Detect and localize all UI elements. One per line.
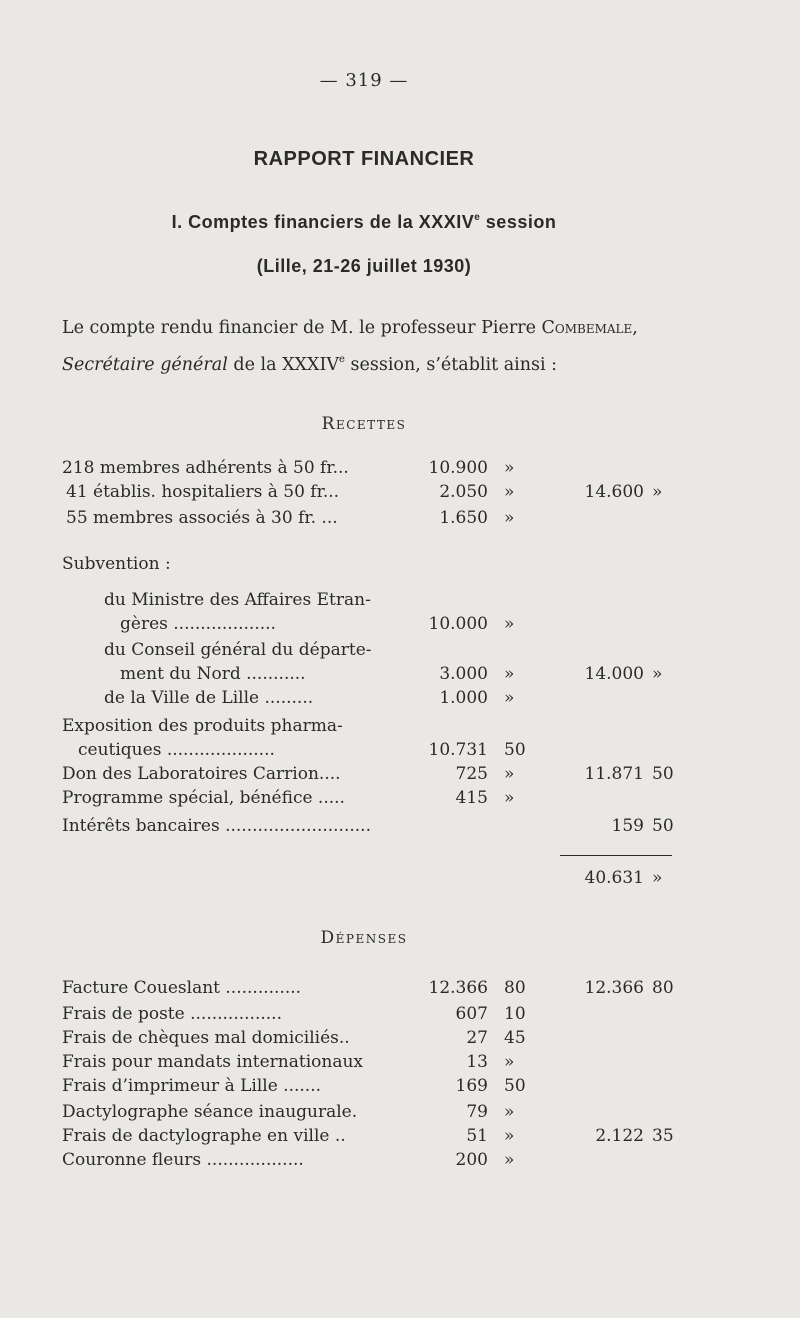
intro-sup: e	[339, 354, 345, 365]
row-amount-1: 10.000	[428, 614, 488, 634]
row-amount-1: 1.000	[439, 688, 488, 708]
table-row	[0, 1126, 800, 1150]
intro-name: Combemale	[541, 318, 633, 338]
row-label: Facture Coueslant ..............	[62, 978, 302, 998]
report-title: RAPPORT FINANCIER	[253, 148, 475, 170]
table-row	[0, 554, 800, 578]
row-amount-1: 79	[466, 1102, 488, 1122]
table-row	[0, 614, 800, 638]
row-cents-1: 45	[504, 1028, 526, 1048]
row-label: Don des Laboratoires Carrion....	[62, 764, 341, 784]
row-cents-1: »	[504, 614, 515, 634]
total-rule	[560, 855, 672, 856]
intro-part3: de la XXXIV	[227, 355, 340, 375]
table-row	[0, 1004, 800, 1028]
row-label: du Ministre des Affaires Etran-	[104, 590, 371, 610]
row-cents-1: »	[504, 458, 515, 478]
row-amount-1: 169	[455, 1076, 488, 1096]
row-cents-1: »	[504, 482, 515, 502]
table-row	[0, 978, 800, 1002]
session-location-date: (Lille, 21-26 juillet 1930)	[256, 256, 472, 276]
row-label: Intérêts bancaires ...........................	[62, 816, 371, 836]
row-cents-2: 35	[652, 1126, 674, 1146]
row-cents-2: »	[652, 482, 663, 502]
section-heading	[0, 212, 728, 233]
row-amount-1: 12.366	[428, 978, 488, 998]
row-label: Frais pour mandats internationaux	[62, 1052, 364, 1072]
intro-role: Secrétaire général	[62, 355, 228, 375]
table-row	[0, 1052, 800, 1076]
intro-paragraph	[62, 312, 682, 381]
table-row	[0, 664, 800, 688]
intro-part1: Le compte rendu financier de M. le professeur Pierre	[62, 318, 542, 338]
intro-part4: session, s’établit ainsi :	[344, 355, 558, 375]
row-label: Frais d’imprimeur à Lille .......	[62, 1076, 322, 1096]
row-label: ceutiques ....................	[78, 740, 275, 760]
table-row	[0, 1102, 800, 1126]
row-label: 218 membres adhérents à 50 fr...	[62, 458, 349, 478]
row-amount-1: 3.000	[439, 664, 488, 684]
table-row	[0, 1028, 800, 1052]
row-amount-2: 2.122	[595, 1126, 644, 1146]
recettes-total-row	[0, 868, 800, 892]
row-cents-1: 80	[504, 978, 526, 998]
table-row	[0, 688, 800, 712]
row-label: Couronne fleurs ..................	[62, 1150, 304, 1170]
row-amount-1: 415	[455, 788, 488, 808]
row-amount-1: 725	[455, 764, 488, 784]
table-row	[0, 508, 800, 532]
section-heading-text: I. Comptes financiers de la XXXIV	[171, 212, 475, 232]
recettes-total-cents: »	[652, 868, 663, 888]
table-row	[0, 482, 800, 506]
row-label: 41 établis. hospitaliers à 50 fr...	[66, 482, 340, 502]
row-label: gères ...................	[120, 614, 276, 634]
row-label: Frais de poste .................	[62, 1004, 282, 1024]
row-cents-2: 50	[652, 764, 674, 784]
row-cents-1: »	[504, 1150, 515, 1170]
row-amount-2: 159	[611, 816, 644, 836]
row-label: de la Ville de Lille .........	[104, 688, 314, 708]
row-amount-1: 13	[466, 1052, 488, 1072]
depenses-heading: Dépenses	[320, 928, 408, 948]
row-label: Programme spécial, bénéfice .....	[62, 788, 345, 808]
table-row	[0, 640, 800, 664]
row-label: Subvention :	[62, 554, 171, 574]
row-amount-1: 27	[466, 1028, 488, 1048]
row-amount-2: 14.000	[584, 664, 644, 684]
row-cents-1: »	[504, 764, 515, 784]
row-label: Exposition des produits pharma-	[62, 716, 343, 736]
intro-part2: ,	[632, 318, 638, 338]
row-cents-1: »	[504, 1052, 515, 1072]
row-label: ment du Nord ...........	[120, 664, 306, 684]
recettes-heading: Recettes	[321, 414, 407, 434]
row-amount-2: 11.871	[584, 764, 644, 784]
row-amount-1: 2.050	[439, 482, 488, 502]
row-cents-1: 10	[504, 1004, 526, 1024]
row-cents-2: 50	[652, 816, 674, 836]
row-amount-2: 14.600	[584, 482, 644, 502]
table-row	[0, 740, 800, 764]
row-cents-1: »	[504, 508, 515, 528]
table-row	[0, 1076, 800, 1100]
row-cents-1: »	[504, 664, 515, 684]
row-cents-1: 50	[504, 1076, 526, 1096]
table-row	[0, 590, 800, 614]
row-label: Frais de dactylographe en ville ..	[62, 1126, 346, 1146]
row-cents-1: »	[504, 1102, 515, 1122]
row-amount-1: 51	[466, 1126, 488, 1146]
table-row	[0, 816, 800, 840]
row-cents-1: »	[504, 1126, 515, 1146]
table-row	[0, 764, 800, 788]
row-label: du Conseil général du départe-	[104, 640, 372, 660]
row-amount-1: 607	[455, 1004, 488, 1024]
row-amount-1: 200	[455, 1150, 488, 1170]
row-cents-2: »	[652, 664, 663, 684]
section-heading-end: session	[480, 212, 557, 232]
table-row	[0, 716, 800, 740]
row-cents-1: »	[504, 688, 515, 708]
row-amount-1: 10.731	[428, 740, 488, 760]
row-cents-1: 50	[504, 740, 526, 760]
row-amount-1: 10.900	[428, 458, 488, 478]
row-amount-2: 12.366	[584, 978, 644, 998]
table-row	[0, 458, 800, 482]
table-row	[0, 1150, 800, 1174]
row-label: 55 membres associés à 30 fr. ...	[66, 508, 338, 528]
row-label: Frais de chèques mal domiciliés..	[62, 1028, 350, 1048]
section-heading-sup: e	[474, 212, 481, 223]
table-row	[0, 788, 800, 812]
row-amount-1: 1.650	[439, 508, 488, 528]
page-number: — 319 —	[319, 70, 409, 91]
row-cents-1: »	[504, 788, 515, 808]
row-cents-2: 80	[652, 978, 674, 998]
row-label: Dactylographe séance inaugurale.	[62, 1102, 358, 1122]
recettes-total: 40.631	[584, 868, 644, 888]
